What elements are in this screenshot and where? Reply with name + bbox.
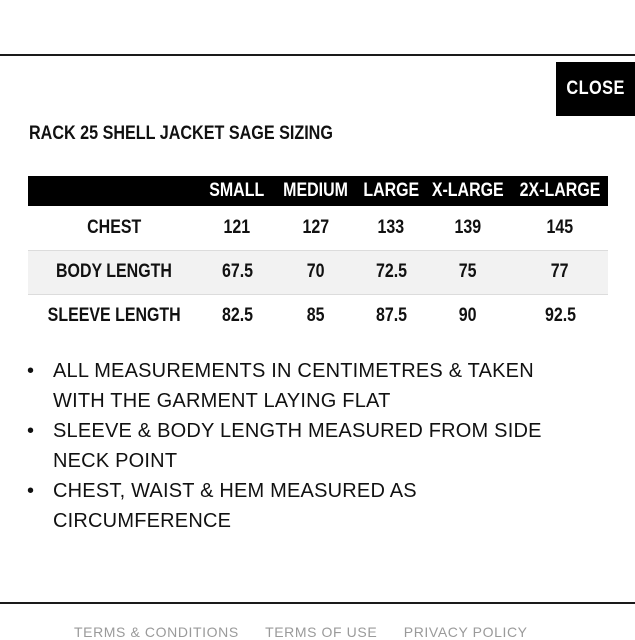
- table-cell: 72.5: [375, 261, 407, 282]
- table-cell: 70: [307, 261, 325, 282]
- footer-links: [74, 624, 550, 640]
- table-header-cell: [28, 176, 200, 206]
- footer-link-terms-conditions[interactable]: TERMS & CONDITIONS: [74, 624, 239, 640]
- table-row: [28, 294, 608, 338]
- list-item: • CHEST, WAIST & HEM MEASURED AS CIRCUMFERENCE: [24, 476, 584, 536]
- row-label: SLEEVE LENGTH: [47, 305, 181, 327]
- bullet-icon: •: [27, 420, 35, 442]
- footer-link-privacy-policy[interactable]: PRIVACY POLICY: [403, 624, 528, 640]
- table-cell: 87.5: [375, 305, 407, 327]
- table-header-row: [28, 176, 608, 206]
- table-cell: 75: [459, 261, 477, 282]
- table-cell: 121: [223, 216, 251, 238]
- table-cell: 90: [459, 305, 477, 327]
- size-chart-table: [28, 176, 608, 338]
- table-header-cell: MEDIUM: [283, 180, 349, 201]
- bullet-icon: •: [27, 360, 35, 382]
- row-label: BODY LENGTH: [56, 261, 172, 282]
- table-header-cell: X-LARGE: [432, 180, 504, 201]
- table-row: [28, 250, 608, 294]
- list-item: • ALL MEASUREMENTS IN CENTIMETRES & TAKEN WITH THE GARMENT LAYING FLAT: [24, 356, 584, 416]
- table-cell: 82.5: [221, 305, 253, 327]
- table-row: [28, 206, 608, 250]
- table-cell: 133: [377, 216, 405, 238]
- modal-top-border: [0, 54, 635, 56]
- table-cell: 85: [307, 305, 325, 327]
- footer-link-terms-of-use[interactable]: TERMS OF USE: [265, 624, 378, 640]
- table-cell: 139: [454, 216, 482, 238]
- close-button[interactable]: CLOSE: [556, 62, 635, 116]
- bullet-icon: •: [27, 480, 35, 502]
- table-cell: 67.5: [221, 261, 253, 282]
- table-cell: 145: [546, 216, 574, 238]
- measurement-notes: [24, 356, 584, 536]
- table-header-cell: LARGE: [363, 180, 420, 201]
- modal-bottom-border: [0, 602, 635, 604]
- table-cell: 92.5: [544, 305, 576, 327]
- table-cell: 77: [551, 261, 569, 282]
- page-title: RACK 25 SHELL JACKET SAGE SIZING: [29, 123, 333, 144]
- row-label: CHEST: [86, 216, 142, 238]
- table-header-cell: SMALL: [209, 180, 265, 201]
- table-header-cell: 2X-LARGE: [519, 180, 601, 201]
- table-cell: 127: [302, 216, 330, 238]
- list-item: • SLEEVE & BODY LENGTH MEASURED FROM SIDE NECK POINT: [24, 416, 584, 476]
